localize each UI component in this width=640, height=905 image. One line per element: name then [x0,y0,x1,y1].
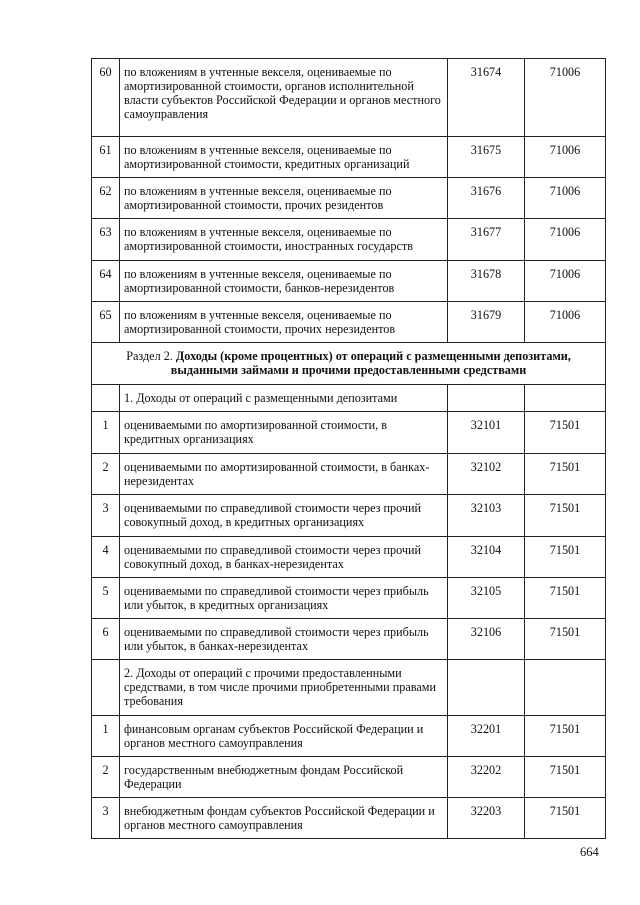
table-row [92,578,606,619]
table-row [92,137,606,178]
account-code: 31679 [448,302,525,343]
section-label: Раздел 2. [126,349,176,363]
accounts-table [91,58,606,839]
symbol-code: 71501 [525,716,606,757]
account-code: 32201 [448,716,525,757]
table-row [92,798,606,839]
row-description: по вложениям в учтенные векселя, оцениваемые по амортизированной стоимости, банков-нерезидентов [120,261,448,302]
table-row [92,716,606,757]
account-code: 31676 [448,178,525,219]
row-number: 5 [92,578,120,619]
row-number: 1 [92,412,120,454]
symbol-code: 71006 [525,302,606,343]
table-row [92,302,606,343]
subsection-row [92,385,606,412]
account-code: 32102 [448,454,525,495]
account-code: 31677 [448,219,525,261]
symbol-code: 71501 [525,454,606,495]
table-row [92,495,606,537]
symbol-code: 71501 [525,537,606,578]
row-description: оцениваемыми по амортизированной стоимости, в банках-нерезидентах [120,454,448,495]
row-description: по вложениям в учтенные векселя, оцениваемые по амортизированной стоимости, иностранных государств [120,219,448,261]
row-description: оцениваемыми по справедливой стоимости через прочий совокупный доход, в кредитных организациях [120,495,448,537]
symbol-code: 71501 [525,495,606,537]
row-description: финансовым органам субъектов Российской Федерации и органов местного самоуправления [120,716,448,757]
subsection-title: 1. Доходы от операций с размещенными депозитами [120,385,448,412]
row-number: 63 [92,219,120,261]
row-number: 2 [92,454,120,495]
table-row [92,757,606,798]
section-title [92,343,606,385]
row-number: 61 [92,137,120,178]
row-number: 6 [92,619,120,660]
row-description: оцениваемыми по справедливой стоимости через прибыль или убыток, в банках-нерезидентах [120,619,448,660]
row-description: по вложениям в учтенные векселя, оцениваемые по амортизированной стоимости, кредитных организаций [120,137,448,178]
account-code: 31678 [448,261,525,302]
account-code: 31674 [448,59,525,137]
symbol-code: 71006 [525,178,606,219]
table-row [92,454,606,495]
symbol-code: 71006 [525,59,606,137]
row-number: 3 [92,495,120,537]
table-row [92,412,606,454]
account-code: 32103 [448,495,525,537]
row-number: 4 [92,537,120,578]
row-description: по вложениям в учтенные векселя, оцениваемые по амортизированной стоимости, органов исполнительной власти субъектов Российской Федерации и органов местного самоуправления [120,59,448,137]
account-code: 32105 [448,578,525,619]
symbol-code: 71501 [525,798,606,839]
row-number: 60 [92,59,120,137]
symbol-code: 71501 [525,412,606,454]
row-number: 3 [92,798,120,839]
symbol-code: 71006 [525,219,606,261]
symbol-code: 71501 [525,619,606,660]
table-row [92,59,606,137]
table-row [92,537,606,578]
table-row [92,178,606,219]
account-code: 32203 [448,798,525,839]
account-code: 32202 [448,757,525,798]
row-description: внебюджетным фондам субъектов Российской Федерации и органов местного самоуправления [120,798,448,839]
row-number: 2 [92,757,120,798]
row-description: оцениваемыми по справедливой стоимости через прибыль или убыток, в кредитных организациях [120,578,448,619]
row-number: 64 [92,261,120,302]
account-code: 32106 [448,619,525,660]
row-description: оцениваемыми по справедливой стоимости через прочий совокупный доход, в банках-нерезидентах [120,537,448,578]
table-row [92,219,606,261]
subsection-title: 2. Доходы от операций с прочими предоставленными средствами, в том числе прочими приобретенными правами требования [120,660,448,716]
account-code: 32104 [448,537,525,578]
account-code: 32101 [448,412,525,454]
symbol-code: 71501 [525,757,606,798]
section-heading-row [92,343,606,385]
page-number: 664 [580,845,599,859]
row-description: оцениваемыми по амортизированной стоимости, в кредитных организациях [120,412,448,454]
row-description: государственным внебюджетным фондам Российской Федерации [120,757,448,798]
row-number: 62 [92,178,120,219]
symbol-code: 71006 [525,261,606,302]
row-description: по вложениям в учтенные векселя, оцениваемые по амортизированной стоимости, прочих нерезидентов [120,302,448,343]
section-heading-text: Доходы (кроме процентных) от операций с размещенными депозитами, выданными займами и прочими предоставленными средствами [170,349,571,377]
table-row [92,619,606,660]
symbol-code: 71006 [525,137,606,178]
row-number: 65 [92,302,120,343]
account-code: 31675 [448,137,525,178]
table-row [92,261,606,302]
subsection-row [92,660,606,716]
row-number: 1 [92,716,120,757]
row-description: по вложениям в учтенные векселя, оцениваемые по амортизированной стоимости, прочих резидентов [120,178,448,219]
symbol-code: 71501 [525,578,606,619]
